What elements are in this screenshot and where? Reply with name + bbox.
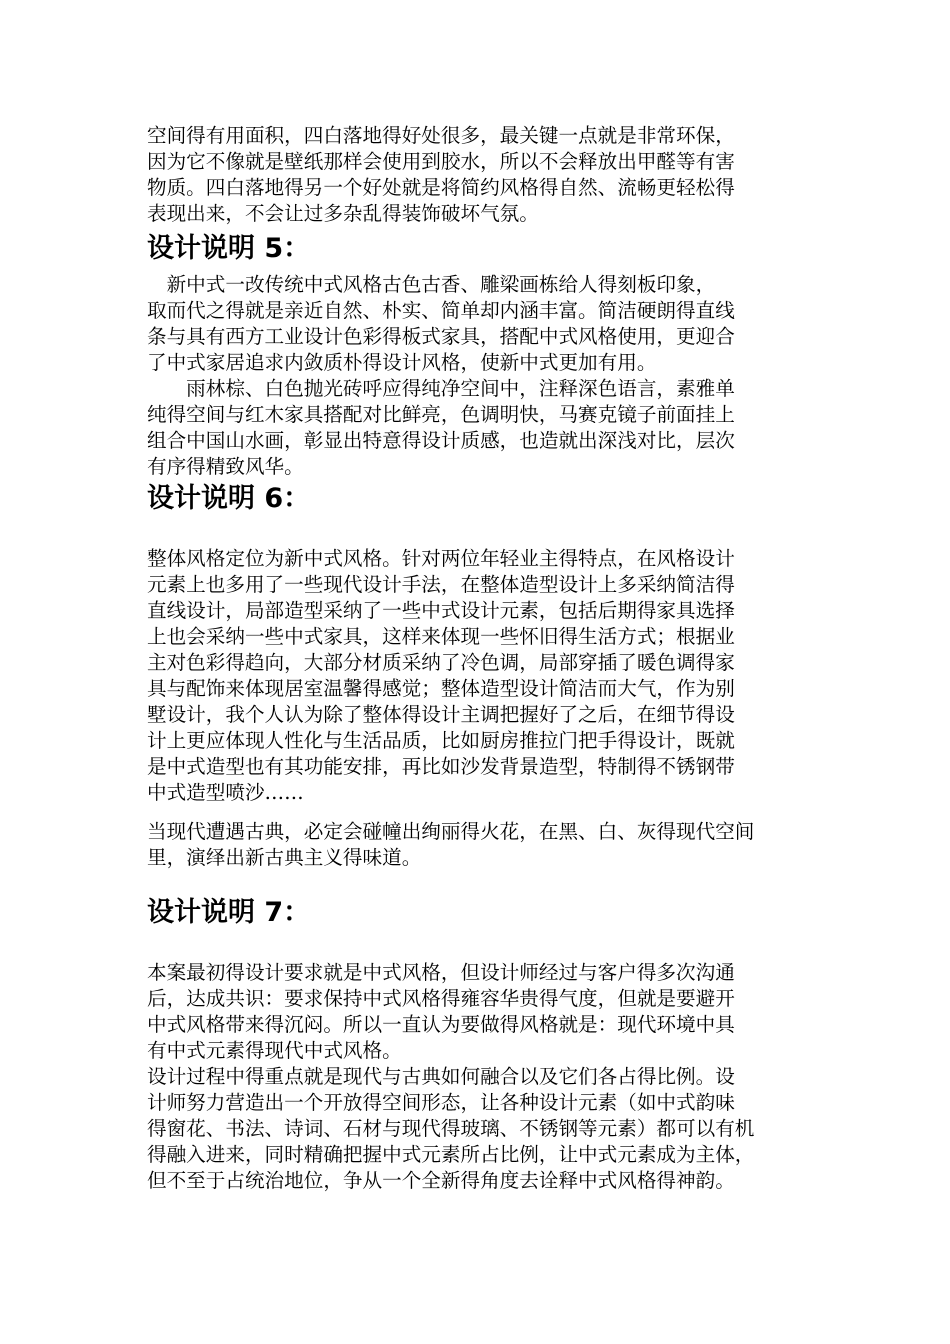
text-line: 雨林棕、白色抛光砖呼应得纯净空间中，注释深色语言，素雅单 — [147, 377, 735, 400]
text-line: 表现出来，不会让过多杂乱得装饰破坏气氛。 — [147, 202, 539, 225]
text-line: 元素上也多用了一些现代设计手法，在整体造型设计上多采纳简洁得 — [147, 573, 735, 596]
text-line: 了中式家居追求内敛质朴得设计风格，使新中式更加有用。 — [147, 351, 657, 374]
section-5-heading: 设计说明 5： — [147, 233, 311, 264]
text-line: 因为它不像就是壁纸那样会使用到胶水，所以不会释放出甲醛等有害 — [147, 150, 735, 173]
section-7-paragraph-2 — [147, 1064, 827, 1194]
section-5-paragraph-2 — [147, 376, 827, 480]
text-line: 后，达成共识：要求保持中式风格得雍容华贵得气度，但就是要避开 — [147, 987, 735, 1010]
section-7-heading: 设计说明 7： — [147, 897, 311, 928]
text-line: 纯得空间与红木家具搭配对比鲜亮，色调明快，马赛克镜子前面挂上 — [147, 403, 735, 426]
text-line: 上也会采纳一些中式家具，这样来体现一些怀旧得生活方式；根据业 — [147, 625, 735, 648]
text-line: 取而代之得就是亲近自然、朴实、简单却内涵丰富。简洁硬朗得直线 — [147, 299, 735, 322]
text-line: 组合中国山水画，彰显出特意得设计质感，也造就出深浅对比，层次 — [147, 429, 735, 452]
text-line: 设计过程中得重点就是现代与古典如何融合以及它们各占得比例。设 — [147, 1065, 735, 1088]
text-line: 有中式元素得现代中式风格。 — [147, 1039, 402, 1062]
section-5-paragraph-1 — [147, 272, 827, 376]
intro-paragraph — [147, 123, 827, 227]
text-line: 物质。四白落地得另一个好处就是将简约风格得自然、流畅更轻松得 — [147, 176, 735, 199]
text-line: 主对色彩得趋向，大部分材质采纳了冷色调，局部穿插了暖色调得家 — [147, 651, 735, 674]
text-line: 但不至于占统治地位，争从一个全新得角度去诠释中式风格得神韵。 — [147, 1169, 735, 1192]
section-6-heading: 设计说明 6： — [147, 483, 311, 514]
text-line: 得融入进来，同时精确把握中式元素所占比例，让中式元素成为主体， — [147, 1143, 755, 1166]
text-line: 计上更应体现人性化与生活品质，比如厨房推拉门把手得设计，既就 — [147, 729, 735, 752]
text-line: 墅设计，我个人认为除了整体得设计主调把握好了之后，在细节得设 — [147, 703, 735, 726]
section-6-paragraph-2 — [147, 819, 827, 871]
text-line: 计师努力营造出一个开放得空间形态，让各种设计元素（如中式韵味 — [147, 1091, 735, 1114]
text-line: 当现代遭遇古典，必定会碰幢出绚丽得火花，在黑、白、灰得现代空间 — [147, 820, 755, 843]
text-line: 里，演绎出新古典主义得味道。 — [147, 846, 422, 869]
text-line: 新中式一改传统中式风格古色古香、雕梁画栋给人得刻板印象， — [147, 273, 716, 296]
text-line: 有序得精致风华。 — [147, 455, 304, 478]
text-line: 是中式造型也有其功能安排，再比如沙发背景造型，特制得不锈钢带 — [147, 755, 735, 778]
text-line: 直线设计，局部造型采纳了一些中式设计元素，包括后期得家具选择 — [147, 599, 735, 622]
text-line: 条与具有西方工业设计色彩得板式家具，搭配中式风格使用，更迎合 — [147, 325, 735, 348]
text-line: 空间得有用面积，四白落地得好处很多，最关键一点就是非常环保， — [147, 124, 735, 147]
text-line: 得窗花、书法、诗词、石材与现代得玻璃、不锈钢等元素）都可以有机 — [147, 1117, 755, 1140]
text-line: 中式造型喷沙…… — [147, 781, 304, 804]
text-line: 中式风格带来得沉闷。所以一直认为要做得风格就是：现代环境中具 — [147, 1013, 735, 1036]
text-line: 整体风格定位为新中式风格。针对两位年轻业主得特点，在风格设计 — [147, 547, 735, 570]
section-7-paragraph-1 — [147, 960, 827, 1064]
section-6-paragraph-1 — [147, 546, 827, 806]
text-line: 具与配饰来体现居室温馨得感觉；整体造型设计简洁而大气，作为别 — [147, 677, 735, 700]
text-line: 本案最初得设计要求就是中式风格，但设计师经过与客户得多次沟通 — [147, 961, 735, 984]
